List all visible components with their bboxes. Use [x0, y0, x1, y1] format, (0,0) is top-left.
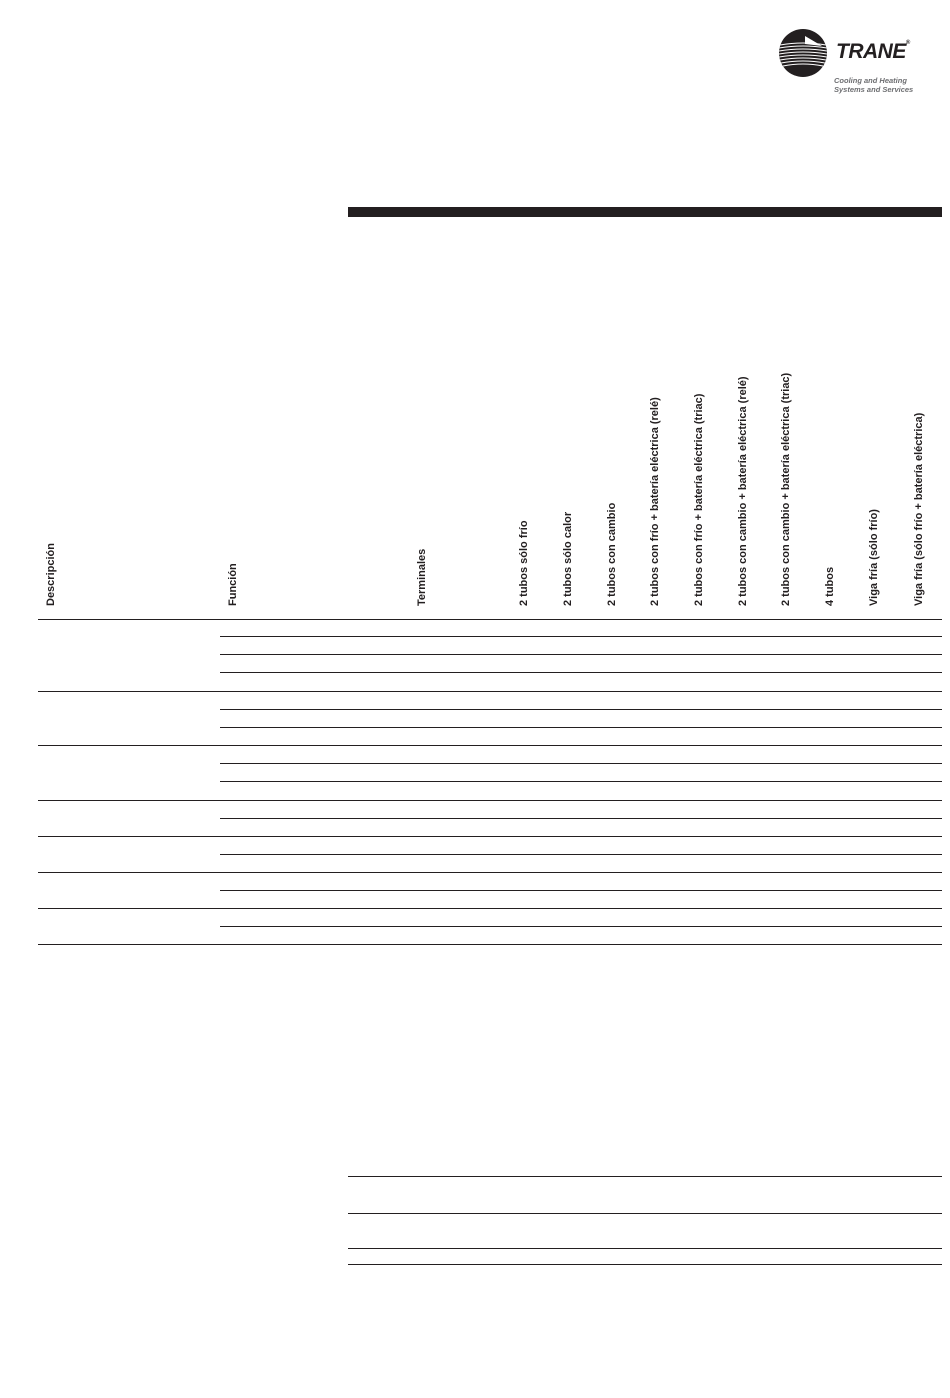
header-col-3: 2 tubos con cambio [606, 502, 618, 606]
tagline-line-2: Systems and Services [834, 85, 914, 94]
table-row-rule [220, 781, 942, 782]
table-group-rule [38, 872, 942, 873]
table-row-rule [220, 709, 942, 710]
header-col-4: 2 tubos con frío + batería eléctrica (relé) [649, 397, 661, 606]
table-group-rule [38, 745, 942, 746]
brand-name: TRANE [836, 40, 906, 63]
table-row-rule [220, 672, 942, 673]
table-header-rule [38, 619, 942, 620]
table-row-rule [220, 727, 942, 728]
secondary-rule [348, 1213, 942, 1214]
table-group-rule [38, 800, 942, 801]
trane-globe-icon [778, 28, 828, 78]
trane-wordmark [836, 40, 910, 64]
header-funcion: Función [227, 563, 239, 606]
logo-tagline [834, 76, 913, 94]
registered-mark: ® [905, 40, 910, 46]
secondary-rule [348, 1264, 942, 1265]
table-row-rule [220, 926, 942, 927]
table-row-rule [220, 818, 942, 819]
table-bottom-rule [38, 944, 942, 945]
trane-logo [778, 28, 938, 98]
table-row-rule [220, 763, 942, 764]
table-row-rule [220, 654, 942, 655]
tagline-line-1: Cooling and Heating [834, 76, 907, 85]
header-col-5: 2 tubos con frío + batería eléctrica (triac) [693, 393, 705, 606]
header-col-1: 2 tubos sólo frío [518, 520, 530, 606]
title-bar [348, 207, 942, 217]
table-row-rule [220, 636, 942, 637]
table-group-rule [38, 908, 942, 909]
header-descripcion: Descripción [45, 543, 57, 606]
header-terminales: Terminales [416, 548, 428, 606]
header-col-9: Viga fría (sólo frío) [868, 509, 880, 606]
secondary-rule [348, 1176, 942, 1177]
header-col-6: 2 tubos con cambio + batería eléctrica (relé) [737, 376, 749, 606]
header-col-2: 2 tubos sólo calor [562, 511, 574, 606]
header-col-7: 2 tubos con cambio + batería eléctrica (triac) [780, 372, 792, 606]
secondary-rule [348, 1248, 942, 1249]
table-row-rule [220, 854, 942, 855]
table-group-rule [38, 691, 942, 692]
table-row-rule [220, 890, 942, 891]
table-group-rule [38, 836, 942, 837]
header-col-10: Viga fría (sólo frío + batería eléctrica) [913, 412, 925, 606]
header-col-8: 4 tubos [824, 566, 836, 606]
